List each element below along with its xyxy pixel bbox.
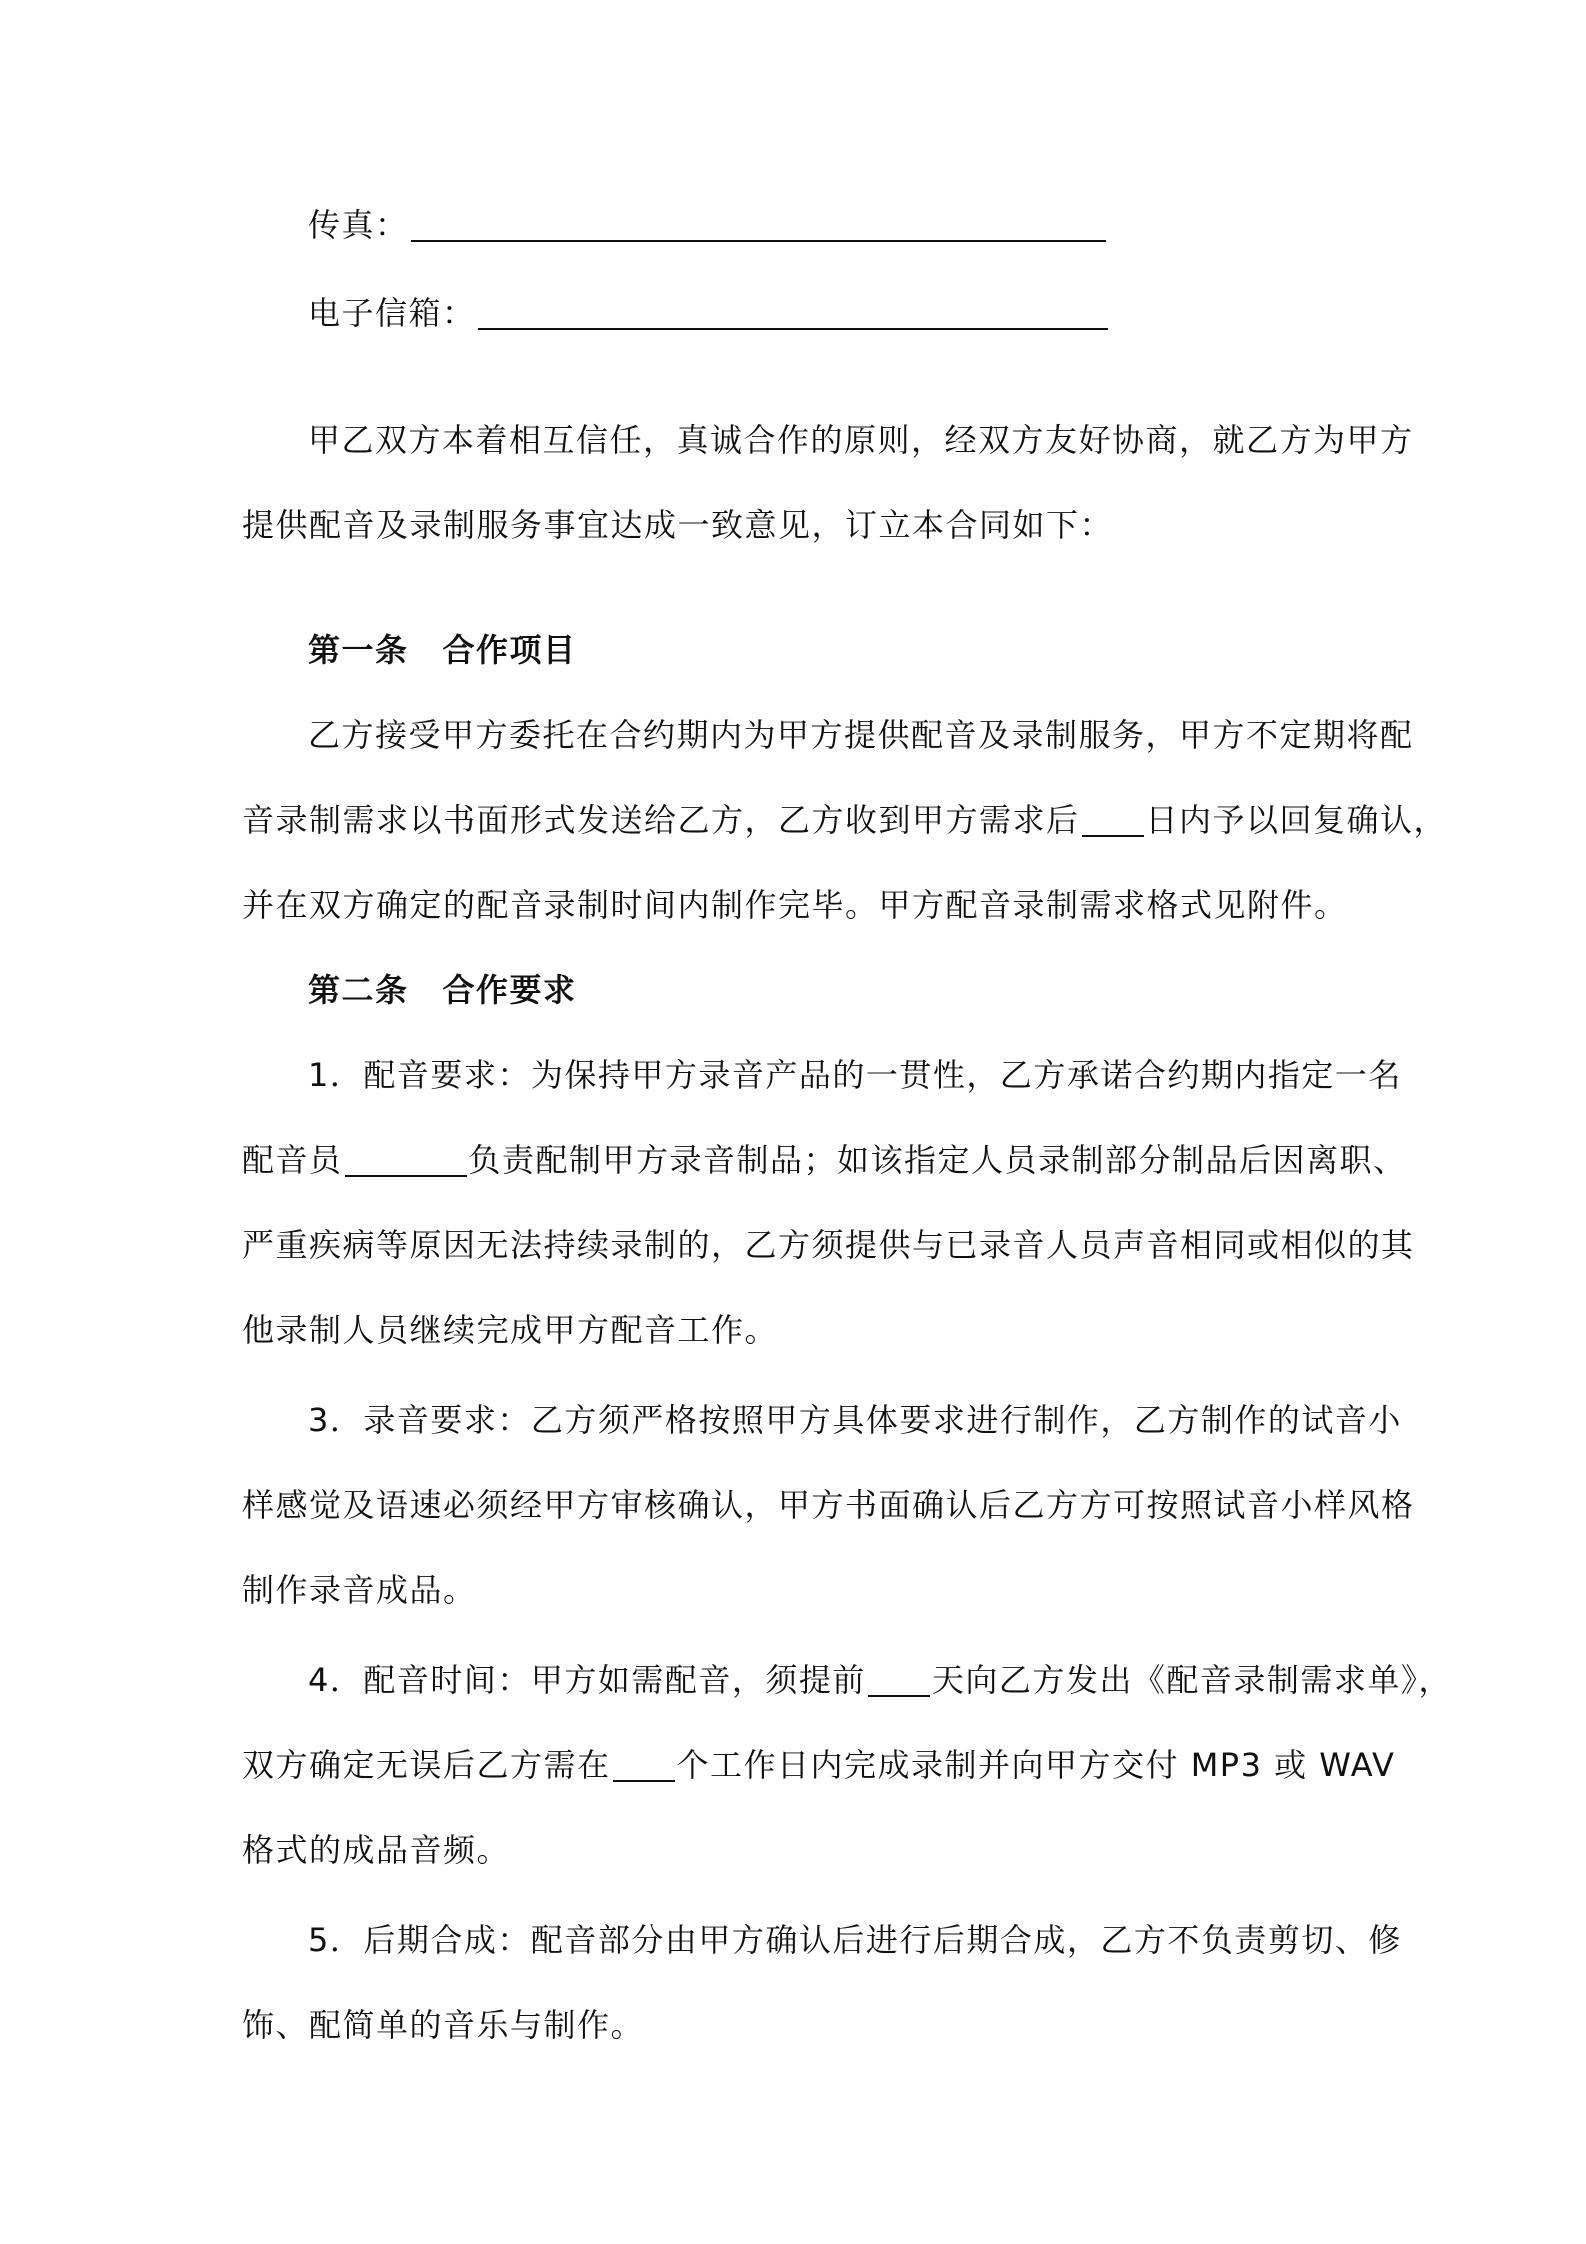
item-1-line-1: 1．配音要求：为保持甲方录音产品的一贯性，乙方承诺合约期内指定一名 — [308, 1056, 1402, 1094]
item-1-line-4: 他录制人员继续完成甲方配音工作。 — [242, 1311, 779, 1349]
item-1-line-2-before: 配音员 — [242, 1141, 343, 1179]
fax-blank — [411, 210, 1106, 242]
article-1-title: 合作项目 — [442, 631, 577, 669]
item-4-line-2-before: 双方确定无误后乙方需在 — [242, 1746, 611, 1784]
advance-days-blank — [868, 1665, 930, 1697]
item-4-line-1-before: 4．配音时间：甲方如需配音，须提前 — [308, 1661, 866, 1699]
fax-field — [308, 205, 1428, 245]
item-5-line-1: 5．后期合成：配音部分由甲方确认后进行后期合成，乙方不负责剪切、修 — [308, 1921, 1402, 1959]
item-4-line-1-after: 天向乙方发出《配音录制需求单》， — [931, 1661, 1452, 1699]
preamble-line-1: 甲乙双方本着相互信任，真诚合作的原则，经双方友好协商，就乙方为甲方 — [308, 421, 1414, 459]
article-1-heading — [308, 630, 1428, 670]
item-1-line-2 — [242, 1140, 1407, 1180]
item-3-line-1: 3．录音要求：乙方须严格按照甲方具体要求进行制作，乙方制作的试音小 — [308, 1401, 1402, 1439]
article-2-number: 第二条 — [308, 971, 409, 1009]
email-field — [308, 293, 1428, 333]
item-4-line-2-after: 个工作日内完成录制并向甲方交付 MP3 或 WAV — [676, 1746, 1396, 1784]
item-4-line-3: 格式的成品音频。 — [242, 1831, 511, 1869]
article-1-number: 第一条 — [308, 631, 409, 669]
article-1-line-2 — [242, 800, 1448, 840]
voice-actor-blank — [345, 1145, 467, 1177]
preamble-line-2: 提供配音及录制服务事宜达成一致意见，订立本合同如下： — [242, 506, 1114, 544]
item-1-line-2-after: 负责配制甲方录音制品；如该指定人员录制部分制品后因离职、 — [468, 1141, 1407, 1179]
item-1-line-3: 严重疾病等原因无法持续录制的，乙方须提供与已录音人员声音相同或相似的其 — [242, 1226, 1415, 1264]
item-4-line-2 — [242, 1745, 1396, 1785]
item-5-line-2: 饰、配简单的音乐与制作。 — [242, 2006, 645, 2044]
item-3-line-3: 制作录音成品。 — [242, 1571, 477, 1609]
article-1-line-1: 乙方接受甲方委托在合约期内为甲方提供配音及录制服务，甲方不定期将配 — [308, 716, 1414, 754]
email-blank — [478, 298, 1108, 330]
fax-label: 传真： — [308, 206, 409, 244]
item-3-line-2: 样感觉及语速必须经甲方审核确认，甲方书面确认后乙方方可按照试音小样风格 — [242, 1486, 1415, 1524]
article-1-line-2-before: 音录制需求以书面形式发送给乙方，乙方收到甲方需求后 — [242, 801, 1080, 839]
article-1-line-2-after: 日内予以回复确认， — [1145, 801, 1448, 839]
article-2-title: 合作要求 — [442, 971, 577, 1009]
article-2-heading — [308, 970, 1428, 1010]
reply-days-blank — [1082, 805, 1144, 837]
item-4-line-1 — [308, 1660, 1452, 1700]
article-1-line-3: 并在双方确定的配音录制时间内制作完毕。甲方配音录制需求格式见附件。 — [242, 886, 1348, 924]
email-label: 电子信箱： — [308, 294, 476, 332]
workdays-blank — [613, 1750, 675, 1782]
